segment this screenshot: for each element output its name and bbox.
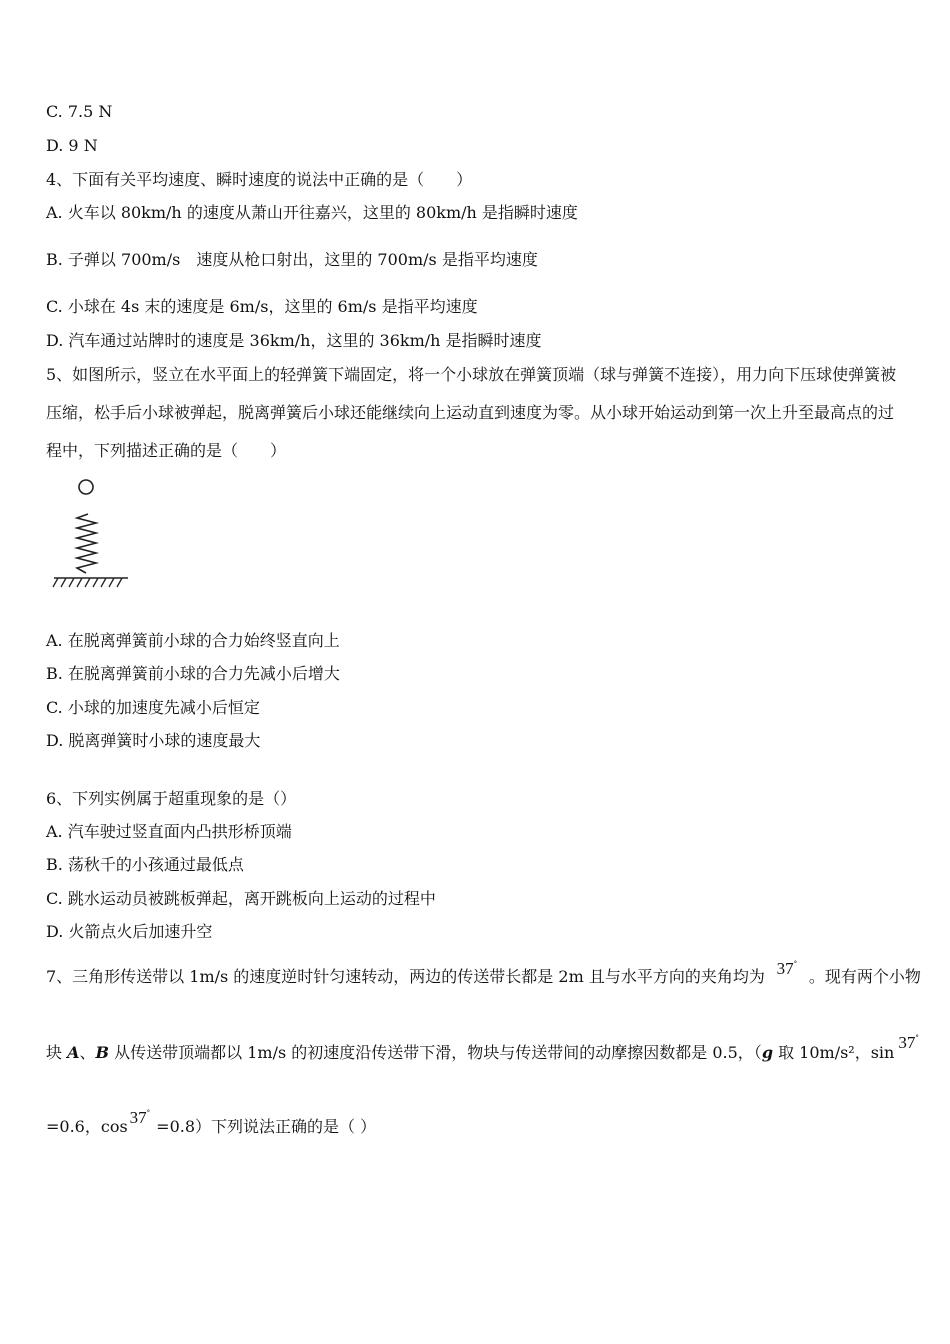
var-b: B (95, 1043, 110, 1062)
q5-option-a: A. 在脱离弹簧前小球的合力始终竖直向上 (46, 631, 340, 650)
q7-line3: =0.6，cos 37°=0.8）下列说法正确的是（ ） (46, 1108, 377, 1136)
q4-option-d: D. 汽车通过站牌时的速度是 36km/h，这里的 36km/h 是指瞬时速度 (46, 331, 542, 350)
q7-angle-2: 37° (898, 1033, 919, 1052)
q5-option-d: D. 脱离弹簧时小球的速度最大 (46, 731, 261, 750)
q6-option-d: D. 火箭点火后加速升空 (46, 922, 213, 941)
q7-line1 (46, 959, 921, 990)
q7-angle-1: 37° (776, 959, 798, 978)
spring-ball-figure (50, 474, 135, 598)
q4-option-c: C. 小球在 4s 末的速度是 6m/s，这里的 6m/s 是指平均速度 (46, 297, 478, 316)
q6-stem: 6、下列实例属于超重现象的是（） (46, 789, 297, 808)
q4-option-b: B. 子弹以 700m/s 速度从枪口射出，这里的 700m/s 是指平均速度 (46, 250, 538, 269)
q7-line2: 块 A、B 从传送带顶端都以 1m/s 的初速度沿传送带下滑，物块与传送带间的动摩擦因数都是 0.5，（g 取 10m/s²，sin37° (46, 1033, 919, 1062)
ground-hatch-icon (53, 578, 122, 587)
q3-option-d: D. 9 N (46, 136, 98, 155)
q7-angle-3: 37° (129, 1108, 151, 1127)
q3-option-c: C. 7.5 N (46, 102, 113, 121)
q5-option-c: C. 小球的加速度先减小后恒定 (46, 698, 260, 717)
ball-icon (79, 480, 93, 494)
q4-stem: 4、下面有关平均速度、瞬时速度的说法中正确的是（ ） (46, 170, 473, 189)
q6-option-a: A. 汽车驶过竖直面内凸拱形桥顶端 (46, 822, 292, 841)
q7-line1-end: 。现有两个小物 (808, 967, 921, 986)
spring-icon (77, 514, 96, 573)
q7-line1-text: 7、三角形传送带以 1m/s 的速度逆时针匀速转动，两边的传送带长都是 2m 且与水平方向的夹角均为 (46, 967, 765, 986)
q5-option-b: B. 在脱离弹簧前小球的合力先减小后增大 (46, 664, 340, 683)
var-g: g (761, 1043, 773, 1062)
q6-option-c: C. 跳水运动员被跳板弹起，离开跳板向上运动的过程中 (46, 889, 436, 908)
q4-option-a: A. 火车以 80km/h 的速度从萧山开往嘉兴，这里的 80km/h 是指瞬时速度 (46, 203, 578, 222)
var-a: A (67, 1043, 80, 1062)
q5-stem: 5、如图所示，竖立在水平面上的轻弹簧下端固定，将一个小球放在弹簧顶端（球与弹簧不连接），用力向下压球使弹簧被压缩，松手后小球被弹起，脱离弹簧后小球还能继续向上运动直到速度为零。从小球开始运动到第一次上升至最高点的过程中，下列描述正确的是（ ） (46, 365, 897, 460)
q6-option-b: B. 荡秋千的小孩通过最低点 (46, 855, 244, 874)
